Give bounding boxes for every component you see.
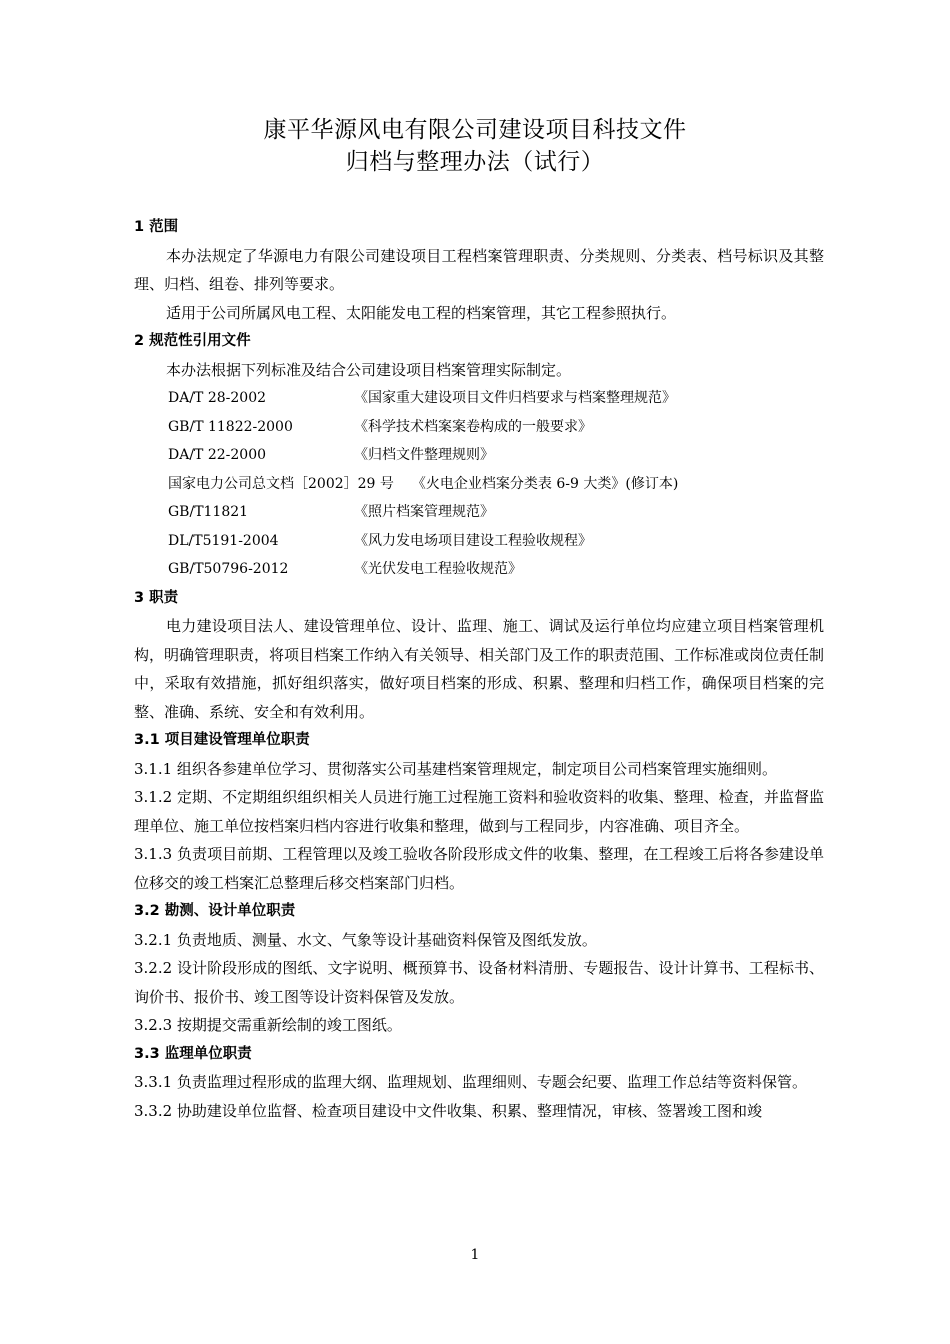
reference-title: 《风力发电场项目建设工程验收规程》	[354, 532, 592, 549]
document-body	[134, 213, 824, 1125]
reference-code: DA/T 22-2000	[168, 447, 267, 463]
section-3-3-heading: 3.3 监理单位职责	[134, 1045, 252, 1062]
reference-code: DL/T5191-2004	[168, 532, 279, 549]
reference-title: 《科学技术档案案卷构成的一般要求》	[354, 418, 592, 435]
section-2-heading: 2 规范性引用文件	[134, 333, 251, 349]
section-3-2-1: 3.2.1 负责地质、测量、水文、气象等设计基础资料保管及图纸发放。	[134, 930, 597, 949]
section-3-3-1: 3.3.1 负责监理过程形成的监理大纲、监理规划、监理细则、专题会纪要、监理工作总结等资料保管。	[134, 1073, 807, 1091]
reference-row	[134, 441, 824, 470]
reference-title: 《国家重大建设项目文件归档要求与档案整理规范》	[354, 390, 676, 406]
section-2-intro: 本办法根据下列标准及结合公司建设项目档案管理实际制定。	[166, 360, 572, 379]
title-line-2: 归档与整理办法（试行）	[345, 149, 605, 175]
title-line-1: 康平华源风电有限公司建设项目科技文件	[263, 117, 687, 143]
section-1-paragraph-1: 本办法规定了华源电力有限公司建设项目工程档案管理职责、分类规则、分类表、档号标识及其整理、归档、组卷、排列等要求。	[134, 246, 824, 293]
section-3-2-3: 3.2.3 按期提交需重新绘制的竣工图纸。	[134, 1016, 402, 1034]
section-3-1-heading: 3.1 项目建设管理单位职责	[134, 732, 310, 748]
section-3-paragraph-1: 电力建设项目法人、建设管理单位、设计、监理、施工、调试及运行单位均应建立项目档案管理机构，明确管理职责，将项目档案工作纳入有关领导、相关部门及工作的职责范围、工作标准或岗位责任制中，采取有效措施，抓好组织落实，做好项目档案的形成、积累、整理和归档工作，确保项目档案的完整、准确、系统、安全和有效利用。	[134, 617, 825, 721]
reference-code: 国家电力公司总文档［2002］29 号	[168, 475, 394, 492]
section-3-3-2: 3.3.2 协助建设单位监督、检查项目建设中文件收集、积累、整理情况，审核、签署竣工图和竣	[134, 1101, 762, 1120]
reference-title: 《照片档案管理规范》	[354, 504, 494, 520]
document-title	[0, 114, 950, 178]
section-3-2-2: 3.2.2 设计阶段形成的图纸、文字说明、概预算书、设备材料清册、专题报告、设计计算书、工程标书、询价书、报价书、竣工图等设计资料保管及发放。	[134, 959, 824, 1006]
section-3-1-1: 3.1.1 组织各参建单位学习、贯彻落实公司基建档案管理规定，制定项目公司档案管理实施细则。	[134, 759, 777, 778]
section-1-paragraph-2: 适用于公司所属风电工程、太阳能发电工程的档案管理，其它工程参照执行。	[166, 303, 677, 322]
page-number: 1	[470, 1247, 480, 1263]
reference-row	[134, 555, 824, 584]
reference-title: 《光伏发电工程验收规范》	[354, 561, 522, 577]
reference-row	[134, 527, 824, 556]
section-3-2-heading: 3.2 勘测、设计单位职责	[134, 903, 296, 919]
reference-row	[134, 498, 824, 527]
reference-title: 《火电企业档案分类表 6-9 大类》(修订本)	[411, 475, 679, 492]
section-3-1-2: 3.1.2 定期、不定期组织组织相关人员进行施工过程施工资料和验收资料的收集、整理、检查，并监督监理单位、施工单位按档案归档内容进行收集和整理，做到与工程同步，内容准确、项目齐全。	[134, 788, 824, 835]
section-1-heading: 1 范围	[134, 219, 179, 235]
reference-code: GB/T50796-2012	[168, 561, 289, 577]
reference-code: GB/T 11822-2000	[168, 418, 293, 435]
section-3-1-3: 3.1.3 负责项目前期、工程管理以及竣工验收各阶段形成文件的收集、整理，在工程竣工后将各参建设单位移交的竣工档案汇总整理后移交档案部门归档。	[134, 845, 824, 892]
reference-row	[134, 384, 824, 413]
reference-row-wide	[134, 470, 824, 499]
reference-code: DA/T 28-2002	[168, 390, 267, 406]
reference-title: 《归档文件整理规则》	[354, 447, 494, 463]
reference-code: GB/T11821	[168, 504, 249, 520]
section-3-heading: 3 职责	[134, 589, 179, 606]
reference-row	[134, 413, 824, 442]
